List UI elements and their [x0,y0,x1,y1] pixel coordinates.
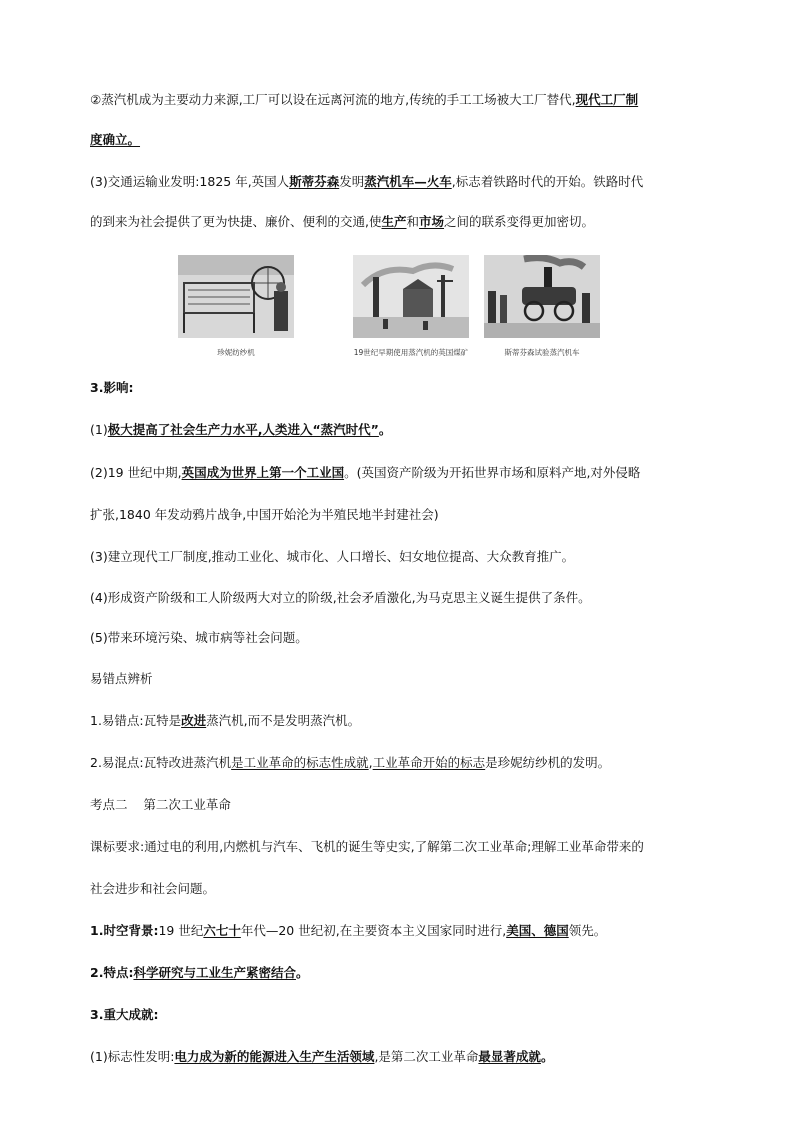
impact-item-2: (2)19 世纪中期,英国成为世界上第一个工业国。(英国资产阶级为开拓世界市场和原料产地,对外侵略 [90,465,641,480]
impact-item-3: (3)建立现代工厂制度,推动工业化、城市化、人口增长、妇女地位提高、大众教育推广。 [90,549,575,564]
achievement-item-1: (1)标志性发明:电力成为新的能源进入生产生活领域,是第二次工业革命最显著成就。 [90,1049,554,1064]
paragraph-transport: (3)交通运输业发明:1825 年,英国人斯蒂芬森发明蒸汽机车—火车,标志着铁路时代的开始。铁路时代 [90,174,644,189]
impact-heading: 3.影响: [90,380,134,395]
impact-item-5: (5)带来环境污染、城市病等社会问题。 [90,630,308,645]
figure-caption-1: 珍妮纺纱机 [217,348,255,357]
features-point: 2.特点:科学研究与工业生产紧密结合。 [90,965,309,980]
spinning-jenny-illustration [178,255,294,338]
figure-caption-2: 19世纪早期使用蒸汽机的英国煤矿 [353,348,469,357]
impact-item-4: (4)形成资产阶级和工人阶级两大对立的阶级,社会矛盾激化,为马克思主义诞生提供了条件。 [90,590,591,605]
curriculum-requirement-cont: 社会进步和社会问题。 [90,881,216,896]
curriculum-requirement: 课标要求:通过电的利用,内燃机与汽车、飞机的诞生等史实,了解第二次工业革命;理解工业革命带来的 [90,839,644,854]
background-point: 1.时空背景:19 世纪六七十年代—20 世纪初,在主要资本主义国家同时进行,美国、德国领先。 [90,923,607,938]
impact-item-1: (1)极大提高了社会生产力水平,人类进入“蒸汽时代”。 [90,422,392,437]
paragraph-transport-cont: 的到来为社会提供了更为快捷、廉价、便利的交通,使生产和市场之间的联系变得更加密切。 [90,214,595,229]
error-point-1: 1.易错点:瓦特是改进蒸汽机,而不是发明蒸汽机。 [90,713,361,728]
steam-locomotive-illustration [484,255,600,338]
section-title: 考点二 第二次工业革命 [90,797,231,812]
error-point-2: 2.易混点:瓦特改进蒸汽机是工业革命的标志性成就,工业革命开始的标志是珍妮纺纱机的发明。 [90,755,611,770]
coal-mine-illustration [353,255,469,338]
paragraph-steam-power: ②蒸汽机成为主要动力来源,工厂可以设在远离河流的地方,传统的手工工场被大工厂替代,现代工厂制 [90,92,639,107]
paragraph-steam-power-cont: 度确立。 [90,132,141,147]
achievements-heading: 3.重大成就: [90,1007,159,1022]
errors-heading: 易错点辨析 [90,671,153,686]
impact-item-2-cont: 扩张,1840 年发动鸦片战争,中国开始沦为半殖民地半封建社会) [90,507,439,522]
figure-caption-3: 斯蒂芬森试验蒸汽机车 [504,348,580,357]
